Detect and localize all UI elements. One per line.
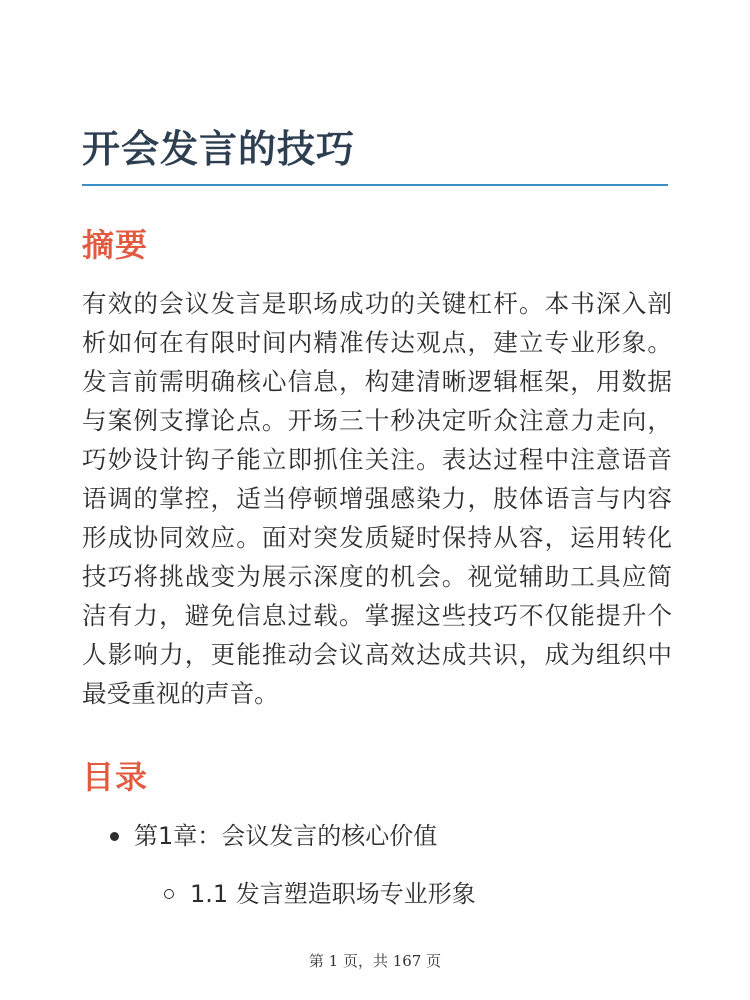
table-of-contents — [82, 812, 682, 918]
abstract-text: 有效的会议发言是职场成功的关键杠杆。本书深入剖析如何在有限时间内精准传达观点，建立专业形象。发言前需明确核心信息，构建清晰逻辑框架，用数据与案例支撑论点。开场三十秒决定听众注意力走向，巧妙设计钩子能立即抓住关注。表达过程中注意语音语调的掌控，适当停顿增强感染力，肢体语言与内容形成协同效应。面对突发质疑时保持从容，运用转化技巧将挑战变为展示深度的机会。视觉辅助工具应简洁有力，避免信息过载。掌握这些技巧不仅能提升个人影响力，更能推动会议高效达成共识，成为组织中最受重视的声音。 — [82, 289, 672, 708]
toc-heading: 目录 — [82, 758, 149, 796]
document-title: 开会发言的技巧 — [82, 127, 356, 171]
toc-chapter-1[interactable] — [82, 812, 682, 860]
toc-section-1-1[interactable] — [82, 870, 682, 918]
title-divider — [82, 184, 668, 186]
abstract-heading: 摘要 — [82, 226, 149, 264]
bullet-circle-icon — [164, 889, 174, 899]
page-number-footer: 第 1 页，共 167 页 — [308, 952, 442, 970]
toc-chapter-label: 第1章：会议发言的核心价值 — [134, 822, 438, 850]
bullet-dot-icon — [110, 832, 119, 841]
toc-section-label: 1.1 发言塑造职场专业形象 — [190, 880, 476, 908]
